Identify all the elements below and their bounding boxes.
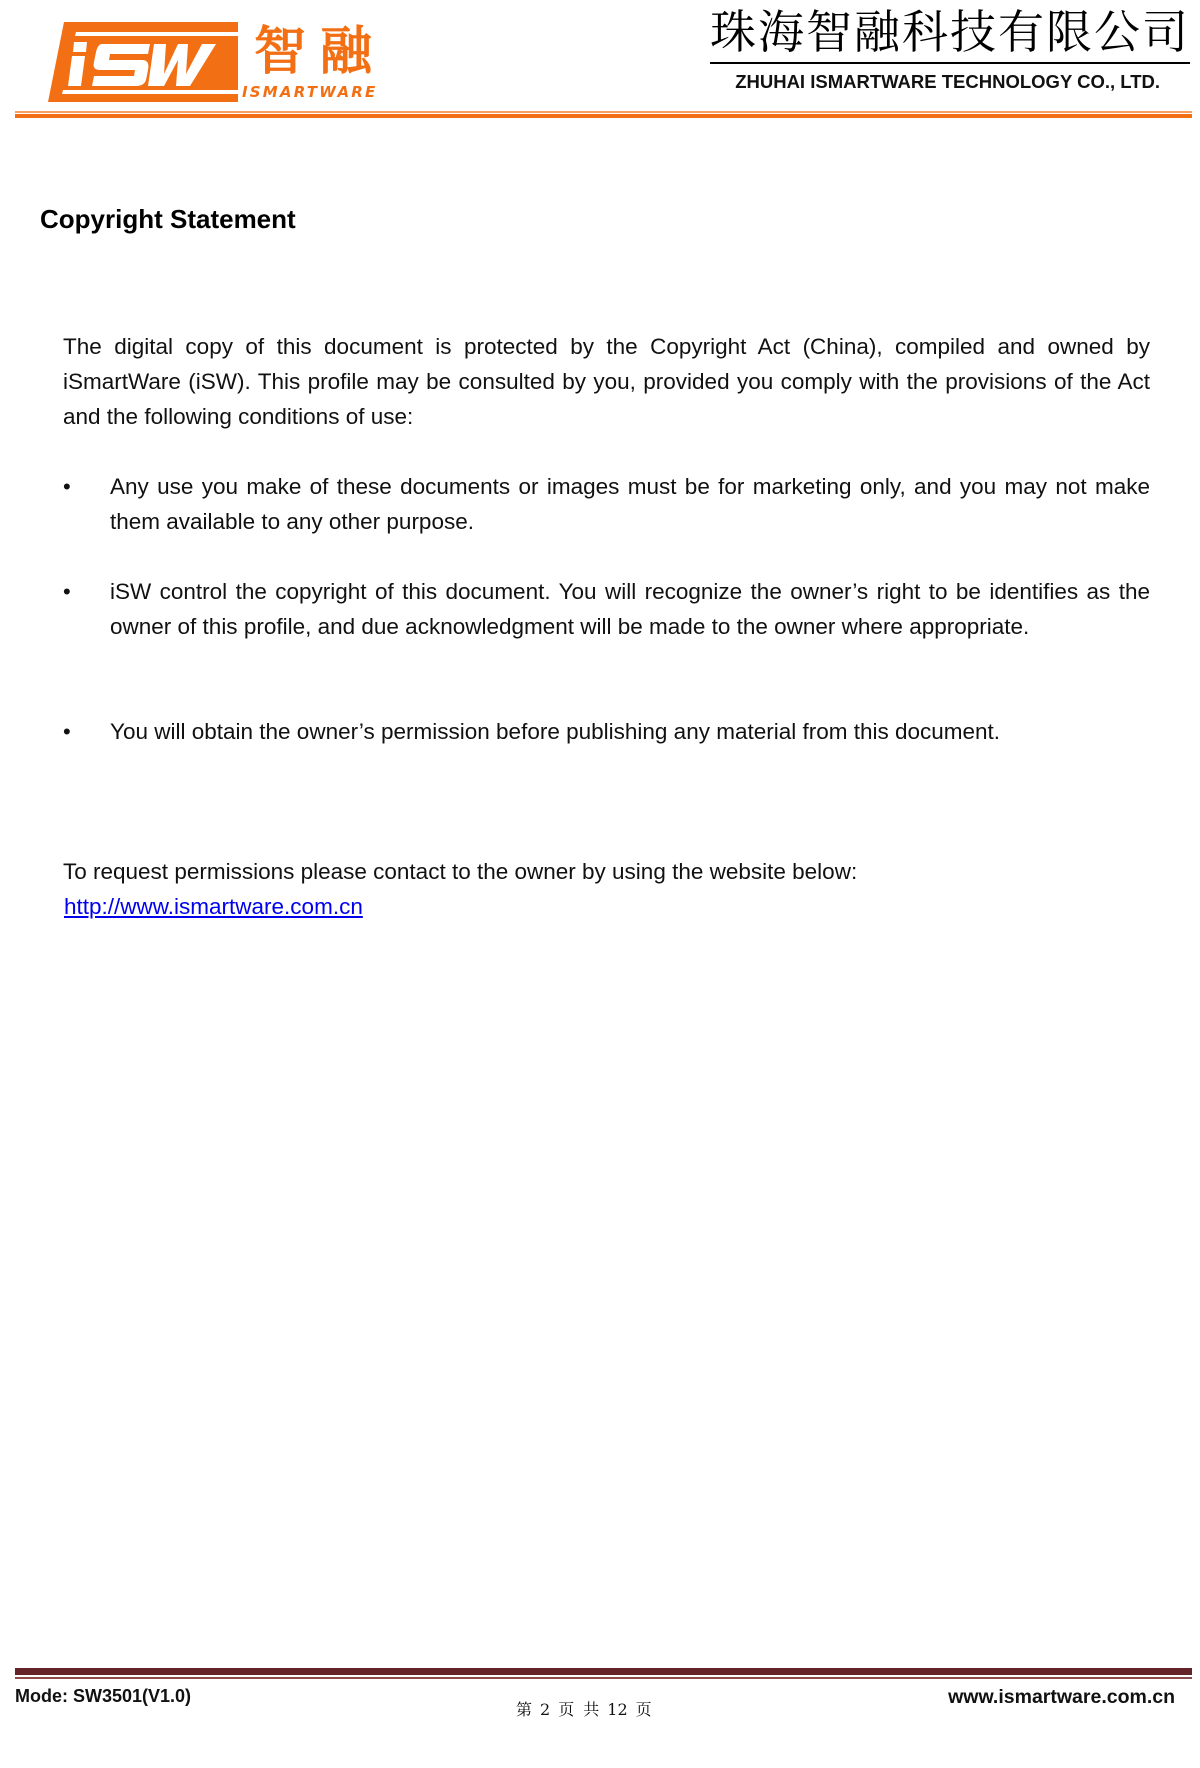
footer-rule-thin xyxy=(15,1677,1192,1679)
footer-model-version: Mode: SW3501(V1.0) xyxy=(15,1686,192,1706)
header-rule-thin xyxy=(15,111,1192,113)
condition-list-item xyxy=(63,714,1150,749)
bullet-icon: • xyxy=(63,579,71,604)
company-name-chinese: 珠海智融科技有限公司 xyxy=(710,4,1190,64)
intro-paragraph: The digital copy of this document is protected by the Copyright Act (China), compiled and owned by iSmartWare (iSW). This profile may be consulted by you, provided you comply with the provisions of the Act and the following conditions of use: xyxy=(63,334,1150,429)
company-name-english: ZHUHAI ISMARTWARE TECHNOLOGY CO., LTD. xyxy=(735,71,1160,92)
bullet-icon: • xyxy=(63,719,71,744)
page-total: 12 xyxy=(607,1700,628,1719)
footer-rule-thick xyxy=(15,1668,1192,1675)
isw-logo-mark xyxy=(42,20,242,104)
website-link[interactable]: http://www.ismartware.com.cn xyxy=(64,894,363,919)
logo-chinese-name: 智融 xyxy=(254,22,387,82)
footer-website: www.ismartware.com.cn xyxy=(948,1686,1175,1708)
contact-request-text: To request permissions please contact to the owner by using the website below: xyxy=(63,859,858,884)
page-mid: 页 共 xyxy=(558,1700,600,1719)
condition-text: iSW control the copyright of this document. You will recognize the owner’s right to be identifies as the owner of this profile, and due acknowledgment will be made to the owner where appropriate. xyxy=(110,579,1150,639)
footer-page-number xyxy=(516,1697,660,1720)
logo-english-name: ISMARTWARE xyxy=(242,83,378,101)
page-prefix: 第 xyxy=(516,1700,533,1719)
condition-text: Any use you make of these documents or images must be for marketing only, and you may not make them available to any other purpose. xyxy=(110,474,1150,534)
page-current: 2 xyxy=(540,1700,551,1719)
company-logo xyxy=(42,20,422,104)
bullet-icon: • xyxy=(63,474,71,499)
header-rule-thick xyxy=(15,114,1192,118)
condition-list-item xyxy=(63,469,1150,539)
condition-list-item xyxy=(63,574,1150,644)
condition-text: You will obtain the owner’s permission before publishing any material from this document. xyxy=(110,719,1001,744)
page-title: Copyright Statement xyxy=(40,204,296,234)
page-suffix: 页 xyxy=(635,1700,652,1719)
